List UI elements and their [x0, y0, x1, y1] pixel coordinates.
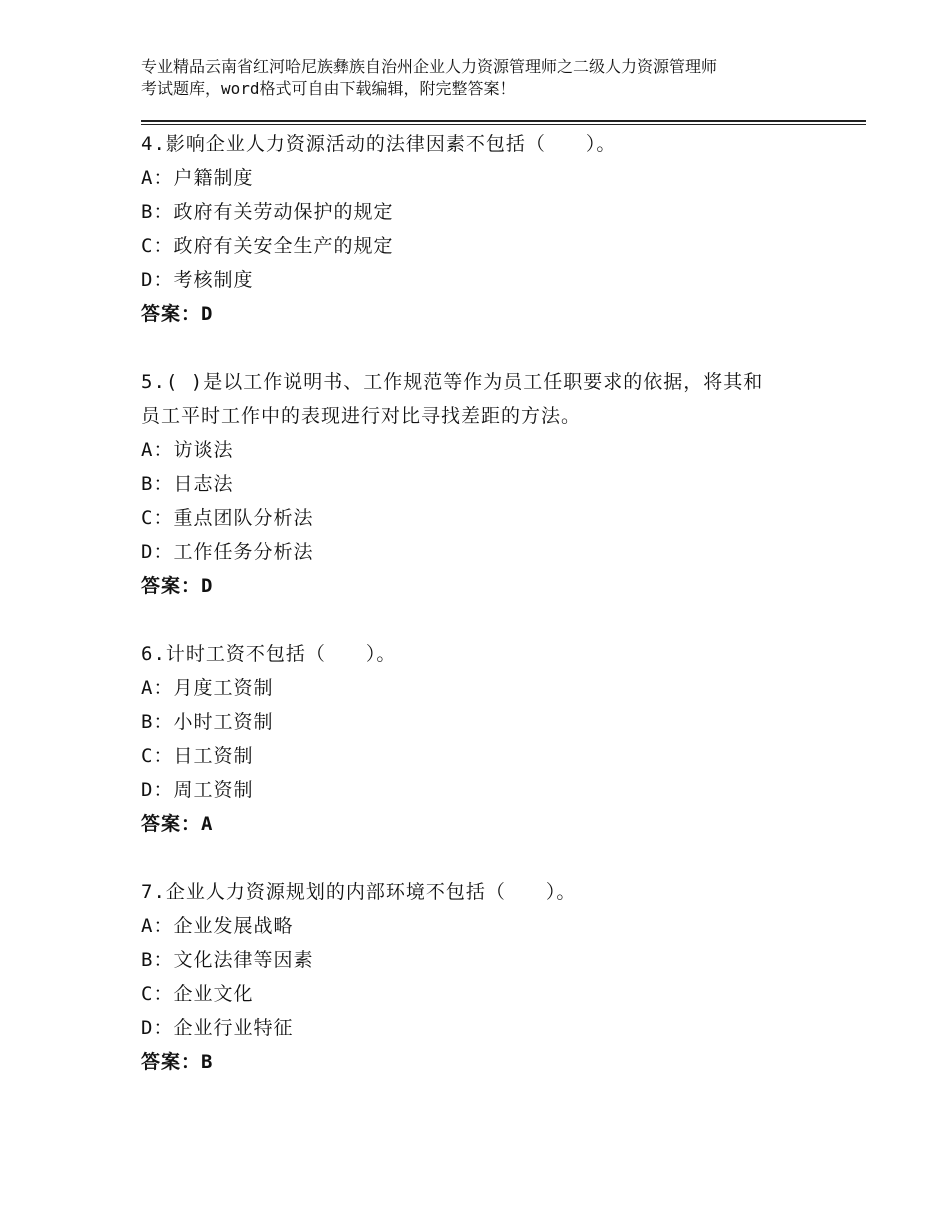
answer: 答案：B	[141, 1051, 214, 1073]
header-line-2: 考试题库，word格式可自由下载编辑，附完整答案！	[141, 79, 516, 98]
option-b: B：政府有关劳动保护的规定	[141, 201, 394, 223]
question-stem: 4.影响企业人力资源活动的法律因素不包括（ ）。	[141, 133, 617, 155]
document-header	[141, 56, 841, 100]
header-rule-thick	[141, 120, 866, 122]
question-5	[141, 365, 841, 603]
answer: 答案：D	[141, 575, 214, 597]
question-stem: 5.( )是以工作说明书、工作规范等作为员工任职要求的依据，将其和	[141, 371, 764, 393]
question-6	[141, 637, 841, 841]
option-d: D：工作任务分析法	[141, 541, 314, 563]
option-a: A：户籍制度	[141, 167, 254, 189]
option-b: B：文化法律等因素	[141, 949, 314, 971]
header-rule-thin	[141, 124, 866, 125]
option-c: C：日工资制	[141, 745, 254, 767]
option-a: A：访谈法	[141, 439, 234, 461]
option-b: B：小时工资制	[141, 711, 274, 733]
option-c: C：企业文化	[141, 983, 254, 1005]
question-stem: 7.企业人力资源规划的内部环境不包括（ ）。	[141, 881, 577, 903]
option-c: C：重点团队分析法	[141, 507, 314, 529]
option-d: D：企业行业特征	[141, 1017, 294, 1039]
header-line-1: 专业精品云南省红河哈尼族彝族自治州企业人力资源管理师之二级人力资源管理师	[141, 57, 718, 76]
option-d: D：考核制度	[141, 269, 254, 291]
option-c: C：政府有关安全生产的规定	[141, 235, 394, 257]
option-b: B：日志法	[141, 473, 234, 495]
question-4	[141, 127, 841, 331]
option-a: A：月度工资制	[141, 677, 274, 699]
answer: 答案：A	[141, 813, 214, 835]
option-d: D：周工资制	[141, 779, 254, 801]
question-list	[141, 127, 841, 1113]
question-stem: 6.计时工资不包括（ ）。	[141, 643, 397, 665]
option-a: A：企业发展战略	[141, 915, 294, 937]
question-7	[141, 875, 841, 1079]
question-stem-continued: 员工平时工作中的表现进行对比寻找差距的方法。	[141, 405, 582, 427]
answer: 答案：D	[141, 303, 214, 325]
